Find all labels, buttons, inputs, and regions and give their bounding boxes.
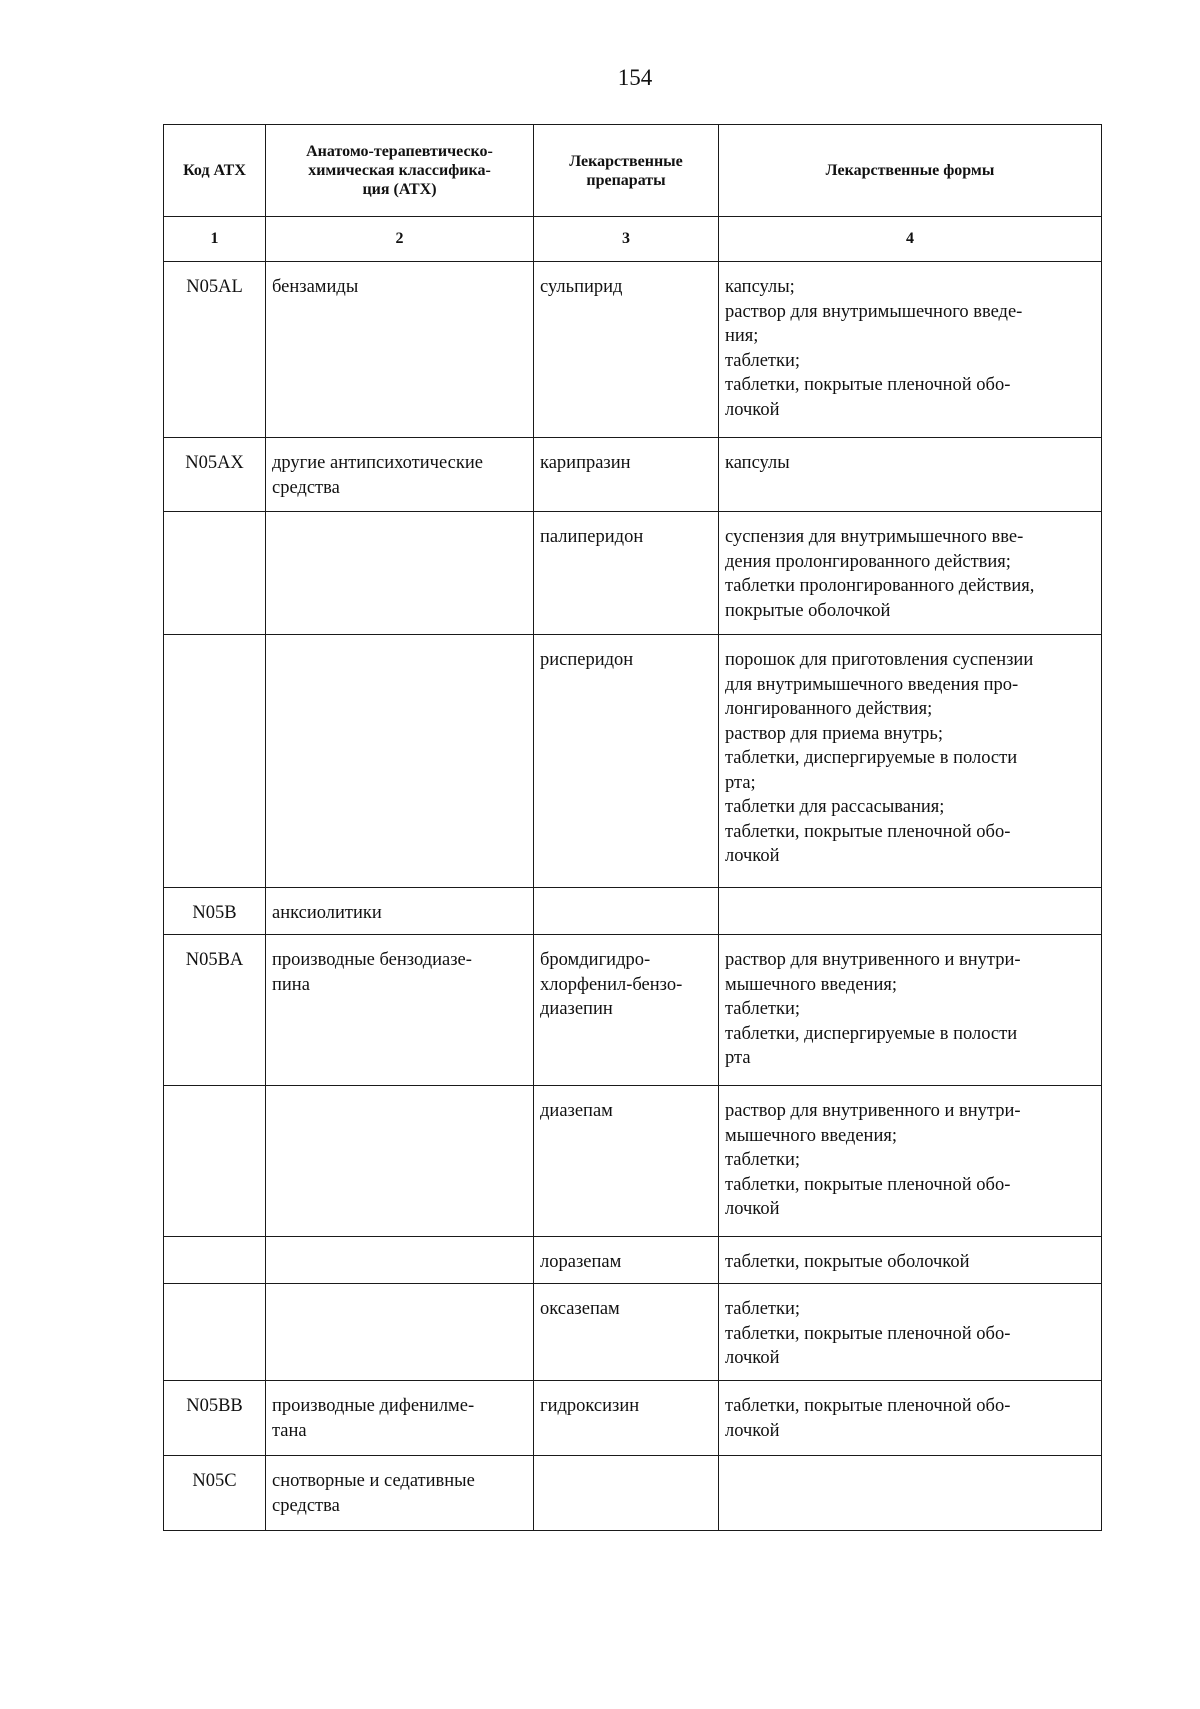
classification-cell (266, 888, 534, 935)
classification-cell (266, 635, 534, 888)
table-row (164, 1456, 1102, 1531)
page-number: 154 (617, 65, 653, 90)
header-atx-classification (266, 125, 534, 217)
dosage-forms-cell (719, 1284, 1102, 1381)
classification-cell (266, 1456, 534, 1531)
table-row (164, 1237, 1102, 1284)
cell-line: капсулы (725, 453, 790, 473)
table-row (164, 888, 1102, 935)
dosage-forms-cell (719, 512, 1102, 635)
cell-line: рисперидон (540, 650, 634, 670)
atx-code-cell: N05AL (164, 262, 266, 438)
drug-cell (534, 512, 719, 635)
atx-code-cell: N05AX (164, 438, 266, 512)
header-atx-code (164, 125, 266, 217)
cell-line: мышечного введения; (725, 1125, 897, 1146)
cell-line: раствор для внутривенного и внутри- (725, 1101, 1021, 1121)
header-line: Анатомо-терапевтическо- (306, 143, 493, 160)
cell-line: рта (725, 1048, 751, 1068)
atx-code-cell (164, 635, 266, 888)
drug-cell (534, 1086, 719, 1237)
classification-cell (266, 1237, 534, 1284)
cell-line: диазепин (540, 999, 613, 1019)
drug-cell (534, 1284, 719, 1381)
column-number: 4 (719, 217, 1102, 262)
drug-cell (534, 1456, 719, 1531)
cell-line: производные дифенилме- (272, 1396, 475, 1416)
cell-line: таблетки, покрытые пленочной обо- (725, 1174, 1011, 1195)
cell-line: палиперидон (540, 527, 644, 547)
classification-cell (266, 935, 534, 1086)
dosage-forms-cell (719, 1381, 1102, 1456)
cell-line: бензамиды (272, 277, 359, 297)
cell-line: лонгированного действия; (725, 699, 933, 719)
atx-code-cell: N05BB (164, 1381, 266, 1456)
dosage-forms-cell (719, 935, 1102, 1086)
dosage-forms-cell (719, 1086, 1102, 1237)
cell-line: лочкой (725, 1420, 780, 1441)
table-row (164, 635, 1102, 888)
cell-line: диазепам (540, 1101, 613, 1121)
classification-cell (266, 512, 534, 635)
dosage-forms-cell (719, 438, 1102, 512)
table-row (164, 262, 1102, 438)
cell-line: таблетки для рассасывания; (725, 797, 945, 817)
cell-line: раствор для внутримышечного введе- (725, 301, 1023, 322)
dosage-forms-cell (719, 635, 1102, 888)
cell-line: бромдигидро- (540, 950, 651, 970)
cell-line: таблетки; (725, 1299, 801, 1319)
dosage-forms-cell (719, 1456, 1102, 1531)
cell-line: средства (272, 1495, 340, 1516)
column-number: 2 (266, 217, 534, 262)
cell-line: таблетки пролонгированного действия, (725, 576, 1035, 596)
cell-line: суспензия для внутримышечного вве- (725, 527, 1024, 547)
header-line: Лекарственные (569, 152, 683, 170)
drug-cell (534, 888, 719, 935)
drug-cell (534, 262, 719, 438)
cell-line: лочкой (725, 399, 780, 420)
header-line: химическая классифика- (308, 162, 491, 179)
cell-line: лочкой (725, 1348, 780, 1368)
drug-cell (534, 935, 719, 1086)
dosage-forms-cell (719, 262, 1102, 438)
header-line: ция (АТХ) (362, 181, 437, 198)
cell-line: тана (272, 1420, 307, 1441)
cell-line: анксиолитики (272, 903, 382, 923)
cell-line: дения пролонгированного действия; (725, 551, 1011, 572)
cell-line: таблетки; (725, 350, 801, 371)
drug-cell (534, 1237, 719, 1284)
cell-line: мышечного введения; (725, 974, 897, 995)
dosage-forms-cell (719, 1237, 1102, 1284)
atx-code-cell: N05C (164, 1456, 266, 1531)
drug-cell (534, 1381, 719, 1456)
cell-line: снотворные и седативные (272, 1471, 475, 1491)
dosage-forms-cell (719, 888, 1102, 935)
cell-line: средства (272, 477, 340, 498)
cell-line: оксазепам (540, 1299, 620, 1319)
cell-line: таблетки, покрытые оболочкой (725, 1252, 970, 1272)
atx-code-cell (164, 1237, 266, 1284)
header-line: Код АТХ (183, 162, 246, 179)
header-line: препараты (586, 171, 666, 189)
cell-line: другие антипсихотические (272, 453, 483, 473)
cell-line: сульпирид (540, 277, 623, 297)
table-row (164, 1381, 1102, 1456)
cell-line: рта; (725, 772, 756, 793)
cell-line: таблетки, покрытые пленочной обо- (725, 1396, 1011, 1416)
table-row (164, 935, 1102, 1086)
cell-line: лочкой (725, 846, 780, 866)
atx-code-cell: N05B (164, 888, 266, 935)
cell-line: производные бензодиазе- (272, 950, 472, 970)
header-dosage-forms (719, 125, 1102, 217)
atx-code-cell (164, 1284, 266, 1381)
table-body (164, 262, 1102, 1531)
column-number: 3 (534, 217, 719, 262)
classification-cell (266, 438, 534, 512)
cell-line: таблетки; (725, 999, 801, 1019)
table-row (164, 1284, 1102, 1381)
drug-cell (534, 635, 719, 888)
table-row (164, 438, 1102, 512)
classification-cell (266, 1086, 534, 1237)
header-drugs (534, 125, 719, 217)
cell-line: раствор для внутривенного и внутри- (725, 950, 1021, 970)
cell-line: таблетки, диспергируемые в полости (725, 1023, 1018, 1044)
header-line: Лекарственные формы (825, 162, 995, 179)
cell-line: гидроксизин (540, 1396, 640, 1416)
atx-code-cell (164, 1086, 266, 1237)
classification-cell (266, 1381, 534, 1456)
cell-line: капсулы; (725, 277, 795, 297)
cell-line: таблетки, покрытые пленочной обо- (725, 1323, 1011, 1344)
cell-line: лоразепам (540, 1252, 622, 1272)
table-row (164, 1086, 1102, 1237)
cell-line: таблетки, покрытые пленочной обо- (725, 375, 1011, 395)
cell-line: лочкой (725, 1199, 780, 1219)
column-number: 1 (164, 217, 266, 262)
column-number-row (164, 217, 1102, 262)
header-row (164, 125, 1102, 217)
classification-cell (266, 262, 534, 438)
atx-code-cell: N05BA (164, 935, 266, 1086)
cell-line: раствор для приема внутрь; (725, 723, 943, 744)
cell-line: пина (272, 974, 310, 995)
cell-line: таблетки; (725, 1150, 801, 1170)
cell-line: покрытые оболочкой (725, 600, 891, 621)
table-row (164, 512, 1102, 635)
atx-drug-table (163, 124, 1102, 1531)
cell-line: таблетки, диспергируемые в полости (725, 748, 1018, 768)
drug-cell (534, 438, 719, 512)
cell-line: таблетки, покрытые пленочной обо- (725, 821, 1011, 842)
cell-line: порошок для приготовления суспензии (725, 650, 1034, 670)
classification-cell (266, 1284, 534, 1381)
cell-line: ния; (725, 326, 759, 346)
cell-line: хлорфенил-бензо- (540, 974, 683, 995)
atx-code-cell (164, 512, 266, 635)
cell-line: для внутримышечного введения про- (725, 674, 1019, 695)
cell-line: карипразин (540, 453, 631, 473)
